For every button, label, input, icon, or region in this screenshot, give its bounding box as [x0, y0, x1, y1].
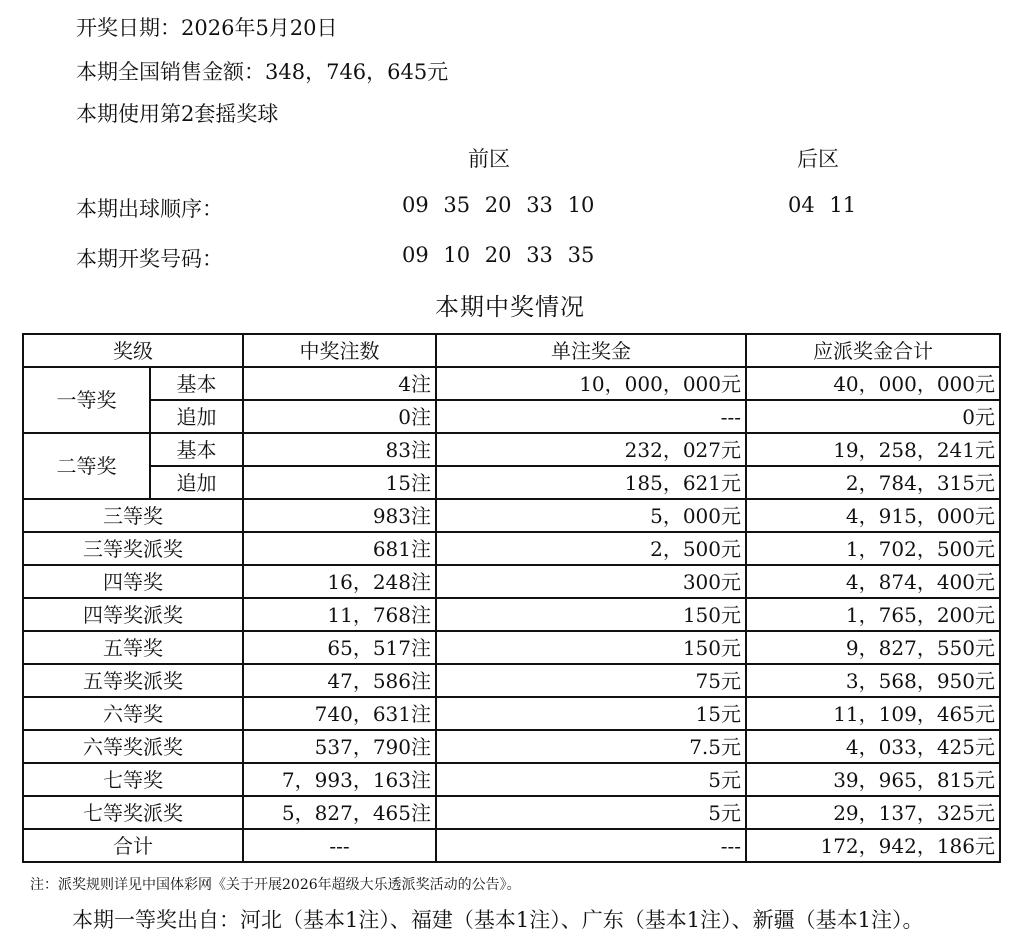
order-label: 本期出球顺序： — [76, 197, 223, 221]
single-prize: 10，000，000元 — [436, 367, 746, 400]
prize-name: 六等奖 — [23, 697, 243, 730]
total-prize: 29，137，325元 — [746, 796, 1000, 829]
prize-name: 七等奖派奖 — [23, 796, 243, 829]
table-row — [23, 532, 1000, 565]
sum-total: 172，942，186元 — [746, 829, 1000, 862]
result-front-numbers: 09 10 20 33 35 — [402, 243, 595, 267]
first-prize-origin: 本期一等奖出自：河北（基本1注）、福建（基本1注）、广东（基本1注）、新疆（基本1注）。 — [72, 908, 924, 932]
table-row — [23, 763, 1000, 796]
prize-table — [22, 333, 1001, 863]
prize-sub: 追加 — [150, 466, 243, 499]
table-row — [23, 631, 1000, 664]
total-prize: 40，000，000元 — [746, 367, 1000, 400]
total-prize: 19，258，241元 — [746, 433, 1000, 466]
single-prize: 150元 — [436, 598, 746, 631]
winner-count: 16，248注 — [243, 565, 436, 598]
prize-name: 五等奖 — [23, 631, 243, 664]
prize-sub: 追加 — [150, 400, 243, 433]
result-label: 本期开奖号码： — [76, 247, 223, 271]
prize-name: 三等奖派奖 — [23, 532, 243, 565]
ball-set: 本期使用第2套摇奖球 — [76, 102, 279, 126]
total-prize: 0元 — [746, 400, 1000, 433]
draw-date: 开奖日期：2026年5月20日 — [76, 16, 338, 40]
single-prize: 5，000元 — [436, 499, 746, 532]
total-prize: 39，965，815元 — [746, 763, 1000, 796]
single-prize: 5元 — [436, 796, 746, 829]
table-row — [23, 400, 1000, 433]
header-single: 单注奖金 — [436, 334, 746, 367]
table-row — [23, 565, 1000, 598]
sales-amount: 本期全国销售金额：348，746，645元 — [76, 60, 449, 84]
single-prize: 5元 — [436, 763, 746, 796]
prize-name: 一等奖 — [23, 367, 150, 433]
back-zone-label: 后区 — [797, 147, 839, 171]
table-row — [23, 697, 1000, 730]
table-row — [23, 466, 1000, 499]
winner-count: 47，586注 — [243, 664, 436, 697]
single-prize: 232，027元 — [436, 433, 746, 466]
table-row — [23, 499, 1000, 532]
table-row — [23, 367, 1000, 400]
single-prize: 7.5元 — [436, 730, 746, 763]
single-prize: 150元 — [436, 631, 746, 664]
section-title: 本期中奖情况 — [435, 293, 585, 321]
single-prize: 185，621元 — [436, 466, 746, 499]
header-count: 中奖注数 — [243, 334, 436, 367]
winner-count: 7，993，163注 — [243, 763, 436, 796]
single-prize: 75元 — [436, 664, 746, 697]
winner-count: 0注 — [243, 400, 436, 433]
total-prize: 2，784，315元 — [746, 466, 1000, 499]
prize-sub: 基本 — [150, 433, 243, 466]
winner-count: 83注 — [243, 433, 436, 466]
winner-count: 11，768注 — [243, 598, 436, 631]
total-prize: 4，915，000元 — [746, 499, 1000, 532]
prize-name: 七等奖 — [23, 763, 243, 796]
prize-sub: 基本 — [150, 367, 243, 400]
prize-name: 三等奖 — [23, 499, 243, 532]
winner-count: 5，827，465注 — [243, 796, 436, 829]
single-prize: 300元 — [436, 565, 746, 598]
header-total: 应派奖金合计 — [746, 334, 1000, 367]
footnote: 注：派奖规则详见中国体彩网《关于开展2026年超级大乐透派奖活动的公告》。 — [30, 877, 521, 893]
sum-label: 合计 — [23, 829, 243, 862]
prize-name: 五等奖派奖 — [23, 664, 243, 697]
sum-single: --- — [436, 829, 746, 862]
table-row — [23, 433, 1000, 466]
total-prize: 4，033，425元 — [746, 730, 1000, 763]
winner-count: 4注 — [243, 367, 436, 400]
prize-name: 四等奖 — [23, 565, 243, 598]
table-header-row — [23, 334, 1000, 367]
total-prize: 4，874，400元 — [746, 565, 1000, 598]
total-prize: 11，109，465元 — [746, 697, 1000, 730]
winner-count: 65，517注 — [243, 631, 436, 664]
table-row — [23, 664, 1000, 697]
winner-count: 983注 — [243, 499, 436, 532]
prize-name: 六等奖派奖 — [23, 730, 243, 763]
table-row — [23, 730, 1000, 763]
table-row — [23, 598, 1000, 631]
header-level: 奖级 — [23, 334, 243, 367]
sum-count: --- — [243, 829, 436, 862]
total-prize: 1，765，200元 — [746, 598, 1000, 631]
winner-count: 537，790注 — [243, 730, 436, 763]
winner-count: 15注 — [243, 466, 436, 499]
table-row — [23, 796, 1000, 829]
single-prize: --- — [436, 400, 746, 433]
winner-count: 681注 — [243, 532, 436, 565]
total-prize: 3，568，950元 — [746, 664, 1000, 697]
total-prize: 9，827，550元 — [746, 631, 1000, 664]
single-prize: 2，500元 — [436, 532, 746, 565]
prize-name: 四等奖派奖 — [23, 598, 243, 631]
table-sum-row — [23, 829, 1000, 862]
total-prize: 1，702，500元 — [746, 532, 1000, 565]
order-back-numbers: 04 11 — [788, 193, 857, 217]
order-front-numbers: 09 35 20 33 10 — [402, 193, 595, 217]
winner-count: 740，631注 — [243, 697, 436, 730]
prize-name: 二等奖 — [23, 433, 150, 499]
single-prize: 15元 — [436, 697, 746, 730]
front-zone-label: 前区 — [468, 147, 510, 171]
